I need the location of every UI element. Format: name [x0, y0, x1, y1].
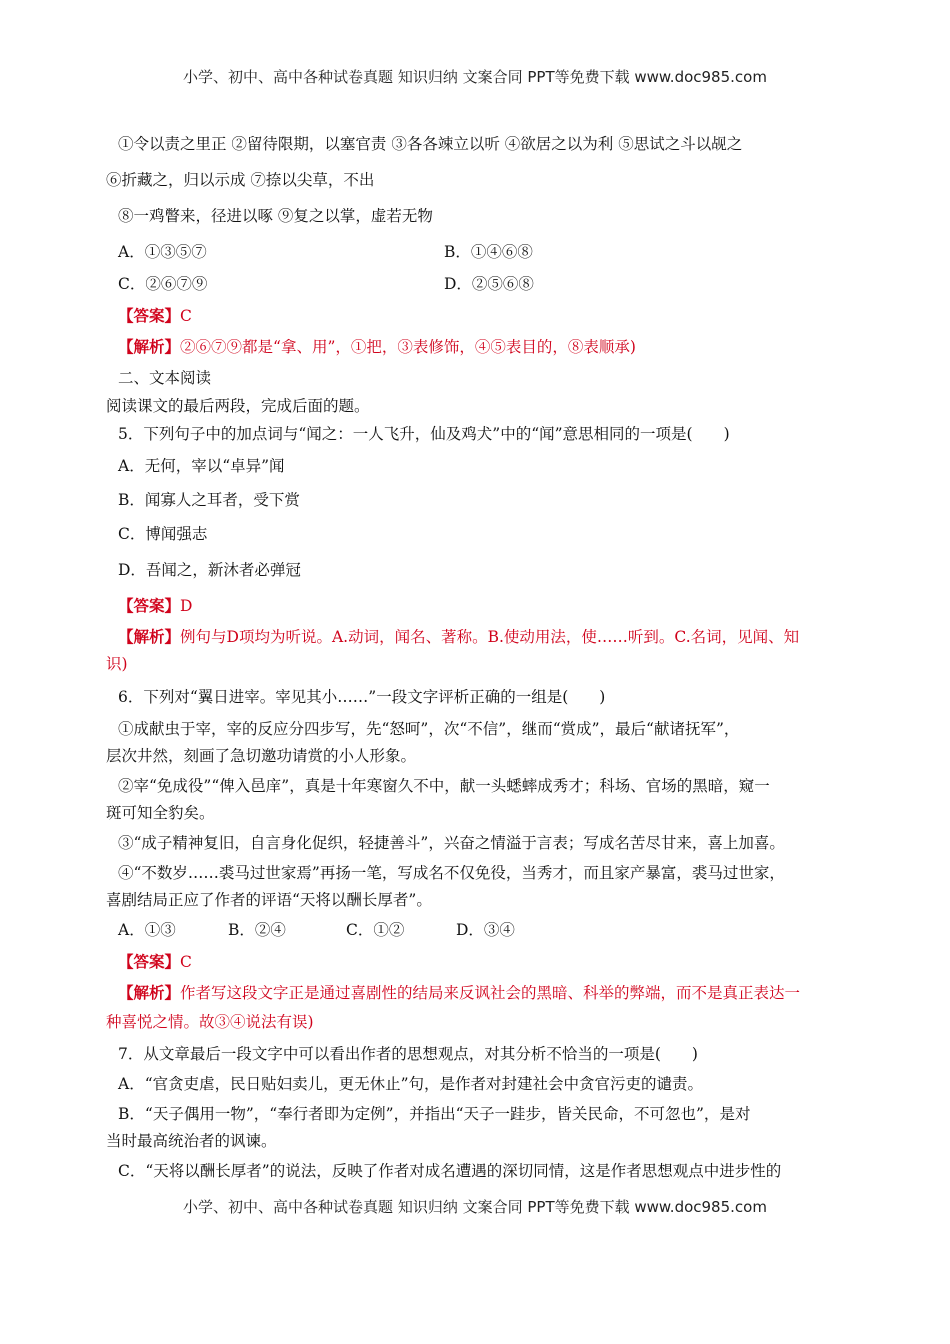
answer-tag: 【答案】 [118, 596, 181, 615]
q6-statement-4a: ④“不数岁……裘马过世家焉”再扬一笔，写成名不仅免役，当秀才，而且家产暴富，裘马过世家， [118, 864, 785, 882]
q7-option-b: B．“天子偶用一物”，“奉行者即为定例”，并指出“天子一跬步，皆关民命，不可忽也”，是对 [118, 1105, 751, 1123]
analysis-text: 作者写这段文字正是通过喜剧性的结局来反讽社会的黑暗、科举的弊端，而不是真正表达一 [180, 984, 801, 1002]
analysis-tag: 【解析】 [118, 627, 181, 646]
q7-option-b-cont: 当时最高统治者的讽谏。 [106, 1132, 277, 1150]
analysis-text: 例句与D项均为听说。A.动词，闻名、著称。B.使动用法，使……听到。C.名词，见闻、知 [180, 628, 800, 646]
section-title: 二、文本阅读 [118, 369, 212, 387]
q5-analysis-cont: 识) [106, 655, 128, 673]
page-header: 小学、初中、高中各种试卷真题 知识归纳 文案合同 PPT等免费下载 www.doc985.com [183, 68, 767, 86]
q6-option-c: C．①② [346, 921, 405, 939]
q6-options [118, 918, 515, 940]
q7-option-a: A．“官贪吏虐，民日贴妇卖儿，更无休止”句，是作者对封建社会中贪官污吏的谴责。 [118, 1075, 704, 1093]
q4-option-c: C．②⑥⑦⑨ [118, 275, 208, 293]
answer-tag: 【答案】 [118, 306, 181, 325]
q5-option-a: A．无何，宰以“卓异”闻 [118, 457, 285, 475]
answer-value: C [180, 953, 192, 971]
q5-answer [118, 594, 192, 616]
q5-option-c: C．博闻强志 [118, 525, 208, 543]
q7-option-c: C．“天将以酬长厚者”的说法，反映了作者对成名遭遇的深切同情，这是作者思想观点中进步性的 [118, 1162, 782, 1180]
q4-line2: ⑥折藏之，归以示成 ⑦捺以尖草，不出 [106, 171, 375, 189]
q4-line1: ①令以责之里正 ②留待限期，以塞官责 ③各各竦立以听 ④欲居之以为利 ⑤思试之斗以觇之 [118, 135, 743, 153]
q5-analysis [118, 625, 799, 647]
answer-value: D [180, 597, 193, 615]
analysis-tag: 【解析】 [118, 337, 181, 356]
q5-stem: 5．下列句子中的加点词与“闻之：一人飞升，仙及鸡犬”中的“闻”意思相同的一项是( ) [118, 425, 730, 443]
q4-analysis [118, 335, 636, 357]
q4-answer [118, 304, 192, 326]
q6-analysis-cont: 种喜悦之情。故③④说法有误) [106, 1013, 314, 1031]
q6-option-a: A．①③ [118, 921, 176, 939]
q6-stem: 6．下列对“翼日进宰。宰见其小……”一段文字评析正确的一组是( ) [118, 688, 606, 706]
answer-value: C [180, 307, 192, 325]
q4-option-d: D．②⑤⑥⑧ [444, 275, 534, 293]
q6-statement-1a: ①成献虫于宰，宰的反应分四步写，先“怒呵”，次“不信”，继而“赏成”，最后“献诸抚军”， [118, 720, 740, 738]
q6-statement-1b: 层次井然，刻画了急切邀功请赏的小人形象。 [106, 747, 417, 765]
q6-option-d: D．③④ [456, 921, 515, 939]
q5-option-b: B．闻寡人之耳者，受下赏 [118, 491, 300, 509]
page-footer: 小学、初中、高中各种试卷真题 知识归纳 文案合同 PPT等免费下载 www.doc985.com [183, 1198, 767, 1216]
q4-option-a: A．①③⑤⑦ [118, 243, 207, 261]
q6-statement-4b: 喜剧结局正应了作者的评语“天将以酬长厚者”。 [106, 891, 432, 909]
q6-answer [118, 950, 192, 972]
q4-option-b: B．①④⑥⑧ [444, 243, 533, 261]
q4-line3: ⑧一鸡瞥来，径进以啄 ⑨复之以掌，虚若无物 [118, 207, 433, 225]
q5-option-d: D．吾闻之，新沐者必弹冠 [118, 561, 301, 579]
section-intro: 阅读课文的最后两段，完成后面的题。 [106, 397, 370, 415]
q6-statement-2b: 斑可知全豹矣。 [106, 804, 215, 822]
q6-option-b: B．②④ [228, 921, 286, 939]
q7-stem: 7．从文章最后一段文字中可以看出作者的思想观点，对其分析不恰当的一项是( ) [118, 1045, 698, 1063]
q6-statement-3: ③“成子精神复旧，自言身化促织，轻捷善斗”，兴奋之情溢于言表；写成名苦尽甘来，喜上加喜。 [118, 834, 785, 852]
q6-analysis [118, 981, 800, 1003]
analysis-text: ②⑥⑦⑨都是“拿、用”，①把，③表修饰，④⑤表目的，⑧表顺承) [180, 338, 636, 356]
analysis-tag: 【解析】 [118, 983, 181, 1002]
answer-tag: 【答案】 [118, 952, 181, 971]
q6-statement-2a: ②宰“免成役”“俾入邑庠”，真是十年寒窗久不中，献一头蟋蟀成秀才；科场、官场的黑暗，窥一 [118, 777, 770, 795]
